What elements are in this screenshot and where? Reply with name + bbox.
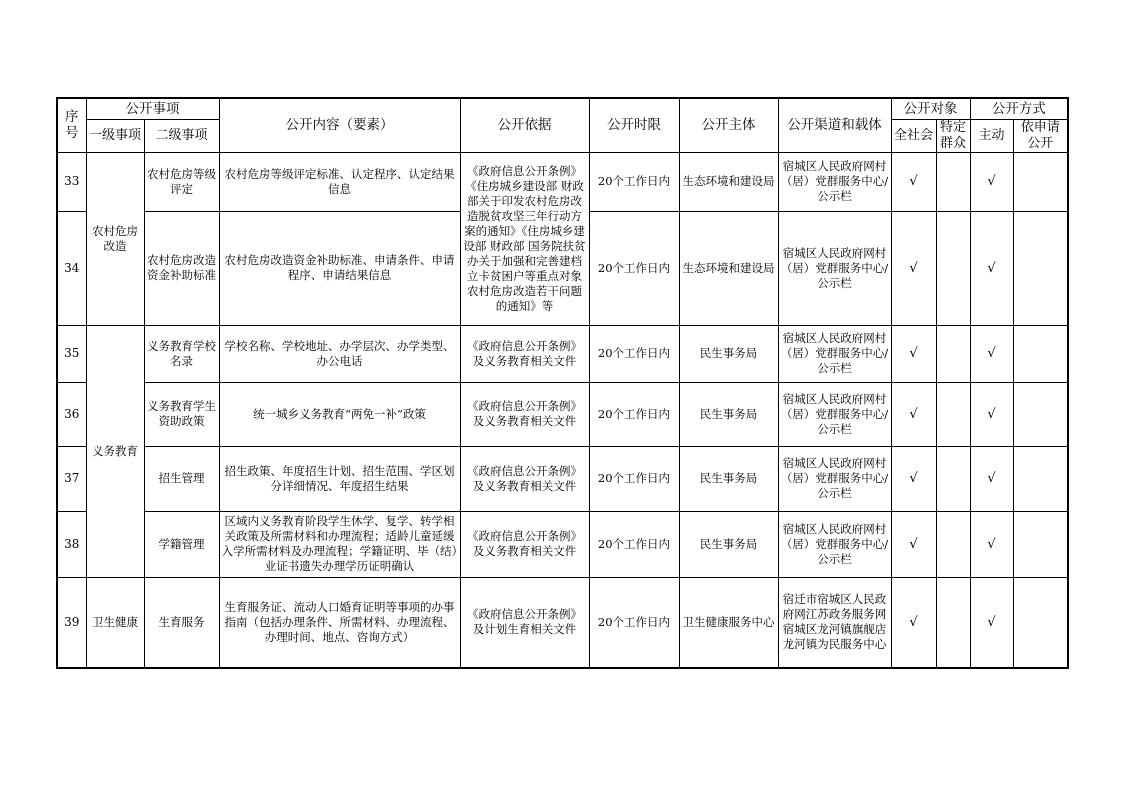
target-specific-check bbox=[936, 577, 970, 668]
row-seq: 34 bbox=[57, 211, 86, 325]
time-limit-cell: 20个工作日内 bbox=[589, 382, 679, 446]
basis-cell: 《政府信息公开条例》及义务教育相关文件 bbox=[460, 382, 589, 446]
method-apply-check bbox=[1013, 577, 1068, 668]
target-all-check: √ bbox=[891, 382, 936, 446]
method-apply-check bbox=[1013, 325, 1068, 382]
target-specific-check bbox=[936, 325, 970, 382]
basis-cell: 《政府信息公开条例》《住房城乡建设部 财政部关于印发农村危房改造脱贫攻坚三年行动方案的通知》《住房城乡建设部 财政部 国务院扶贫办关于加强和完善建档立卡贫困户等重点对象农村危房改造若干问题的通知》等 bbox=[460, 152, 589, 325]
time-limit-cell: 20个工作日内 bbox=[589, 211, 679, 325]
level2-cell: 义务教育学生资助政策 bbox=[144, 382, 219, 446]
target-specific-check bbox=[936, 446, 970, 511]
row-seq: 33 bbox=[57, 152, 86, 211]
method-active-check: √ bbox=[970, 382, 1013, 446]
method-active-check: √ bbox=[970, 325, 1013, 382]
target-specific-check bbox=[936, 511, 970, 577]
table-row bbox=[57, 446, 1068, 511]
header-matter: 公开事项 bbox=[86, 98, 219, 119]
table-row bbox=[57, 382, 1068, 446]
subject-cell: 民生事务局 bbox=[679, 446, 778, 511]
table-row bbox=[57, 325, 1068, 382]
level1-cell: 卫生健康 bbox=[86, 577, 144, 668]
subject-cell: 生态环境和建设局 bbox=[679, 152, 778, 211]
header-target-specific: 特定群众 bbox=[936, 119, 970, 152]
subject-cell: 民生事务局 bbox=[679, 325, 778, 382]
disclosure-table bbox=[56, 97, 1069, 669]
header-level2: 二级事项 bbox=[144, 119, 219, 152]
subject-cell: 民生事务局 bbox=[679, 511, 778, 577]
method-active-check: √ bbox=[970, 511, 1013, 577]
level2-cell: 农村危房改造资金补助标准 bbox=[144, 211, 219, 325]
content-cell: 统一城乡义务教育“两免一补”政策 bbox=[219, 382, 460, 446]
header-target-all: 全社会 bbox=[891, 119, 936, 152]
target-all-check: √ bbox=[891, 325, 936, 382]
row-seq: 38 bbox=[57, 511, 86, 577]
basis-cell: 《政府信息公开条例》及义务教育相关文件 bbox=[460, 511, 589, 577]
header-content: 公开内容（要素） bbox=[219, 98, 460, 152]
basis-cell: 《政府信息公开条例》及义务教育相关文件 bbox=[460, 325, 589, 382]
method-apply-check bbox=[1013, 446, 1068, 511]
header-seq: 序号 bbox=[57, 98, 86, 152]
content-cell: 招生政策、年度招生计划、招生范围、学区划分详细情况、年度招生结果 bbox=[219, 446, 460, 511]
level2-cell: 学籍管理 bbox=[144, 511, 219, 577]
method-active-check: √ bbox=[970, 211, 1013, 325]
subject-cell: 民生事务局 bbox=[679, 382, 778, 446]
table-row bbox=[57, 577, 1068, 668]
method-active-check: √ bbox=[970, 577, 1013, 668]
header-channel: 公开渠道和载体 bbox=[778, 98, 891, 152]
channel-cell: 宿迁市宿城区人民政府网江苏政务服务网宿城区龙河镇旗舰店龙河镇为民服务中心 bbox=[778, 577, 891, 668]
header-method: 公开方式 bbox=[970, 98, 1068, 119]
row-seq: 39 bbox=[57, 577, 86, 668]
channel-cell: 宿城区人民政府网村（居）党群服务中心/公示栏 bbox=[778, 152, 891, 211]
row-seq: 35 bbox=[57, 325, 86, 382]
channel-cell: 宿城区人民政府网村（居）党群服务中心/公示栏 bbox=[778, 511, 891, 577]
table-row bbox=[57, 152, 1068, 211]
target-all-check: √ bbox=[891, 211, 936, 325]
time-limit-cell: 20个工作日内 bbox=[589, 325, 679, 382]
header-time-limit: 公开时限 bbox=[589, 98, 679, 152]
method-active-check: √ bbox=[970, 152, 1013, 211]
time-limit-cell: 20个工作日内 bbox=[589, 577, 679, 668]
level2-cell: 义务教育学校名录 bbox=[144, 325, 219, 382]
target-all-check: √ bbox=[891, 577, 936, 668]
content-cell: 农村危房改造资金补助标准、申请条件、申请程序、申请结果信息 bbox=[219, 211, 460, 325]
table-row bbox=[57, 511, 1068, 577]
header-target: 公开对象 bbox=[891, 98, 970, 119]
basis-cell: 《政府信息公开条例》及义务教育相关文件 bbox=[460, 446, 589, 511]
method-apply-check bbox=[1013, 152, 1068, 211]
target-all-check: √ bbox=[891, 511, 936, 577]
channel-cell: 宿城区人民政府网村（居）党群服务中心/公示栏 bbox=[778, 325, 891, 382]
method-apply-check bbox=[1013, 211, 1068, 325]
channel-cell: 宿城区人民政府网村（居）党群服务中心/公示栏 bbox=[778, 382, 891, 446]
level2-cell: 农村危房等级评定 bbox=[144, 152, 219, 211]
header-level1: 一级事项 bbox=[86, 119, 144, 152]
subject-cell: 卫生健康服务中心 bbox=[679, 577, 778, 668]
time-limit-cell: 20个工作日内 bbox=[589, 446, 679, 511]
content-cell: 生育服务证、流动人口婚育证明等事项的办事指南（包括办理条件、所需材料、办理流程、办理时间、地点、咨询方式） bbox=[219, 577, 460, 668]
target-specific-check bbox=[936, 382, 970, 446]
basis-cell: 《政府信息公开条例》及计划生育相关文件 bbox=[460, 577, 589, 668]
header-subject: 公开主体 bbox=[679, 98, 778, 152]
row-seq: 37 bbox=[57, 446, 86, 511]
target-specific-check bbox=[936, 211, 970, 325]
level1-cell: 农村危房改造 bbox=[86, 152, 144, 325]
method-apply-check bbox=[1013, 382, 1068, 446]
subject-cell: 生态环境和建设局 bbox=[679, 211, 778, 325]
time-limit-cell: 20个工作日内 bbox=[589, 152, 679, 211]
method-active-check: √ bbox=[970, 446, 1013, 511]
content-cell: 农村危房等级评定标准、认定程序、认定结果信息 bbox=[219, 152, 460, 211]
level1-cell: 义务教育 bbox=[86, 325, 144, 577]
target-specific-check bbox=[936, 152, 970, 211]
row-seq: 36 bbox=[57, 382, 86, 446]
channel-cell: 宿城区人民政府网村（居）党群服务中心/公示栏 bbox=[778, 211, 891, 325]
channel-cell: 宿城区人民政府网村（居）党群服务中心/公示栏 bbox=[778, 446, 891, 511]
header-method-apply: 依申请公开 bbox=[1013, 119, 1068, 152]
header-basis: 公开依据 bbox=[460, 98, 589, 152]
level2-cell: 招生管理 bbox=[144, 446, 219, 511]
target-all-check: √ bbox=[891, 152, 936, 211]
header-method-active: 主动 bbox=[970, 119, 1013, 152]
content-cell: 区域内义务教育阶段学生休学、复学、转学相关政策及所需材料和办理流程；适龄儿童延缓入学所需材料及办理流程；学籍证明、毕（结）业证书遗失办理学历证明确认 bbox=[219, 511, 460, 577]
time-limit-cell: 20个工作日内 bbox=[589, 511, 679, 577]
content-cell: 学校名称、学校地址、办学层次、办学类型、办公电话 bbox=[219, 325, 460, 382]
level2-cell: 生育服务 bbox=[144, 577, 219, 668]
method-apply-check bbox=[1013, 511, 1068, 577]
target-all-check: √ bbox=[891, 446, 936, 511]
